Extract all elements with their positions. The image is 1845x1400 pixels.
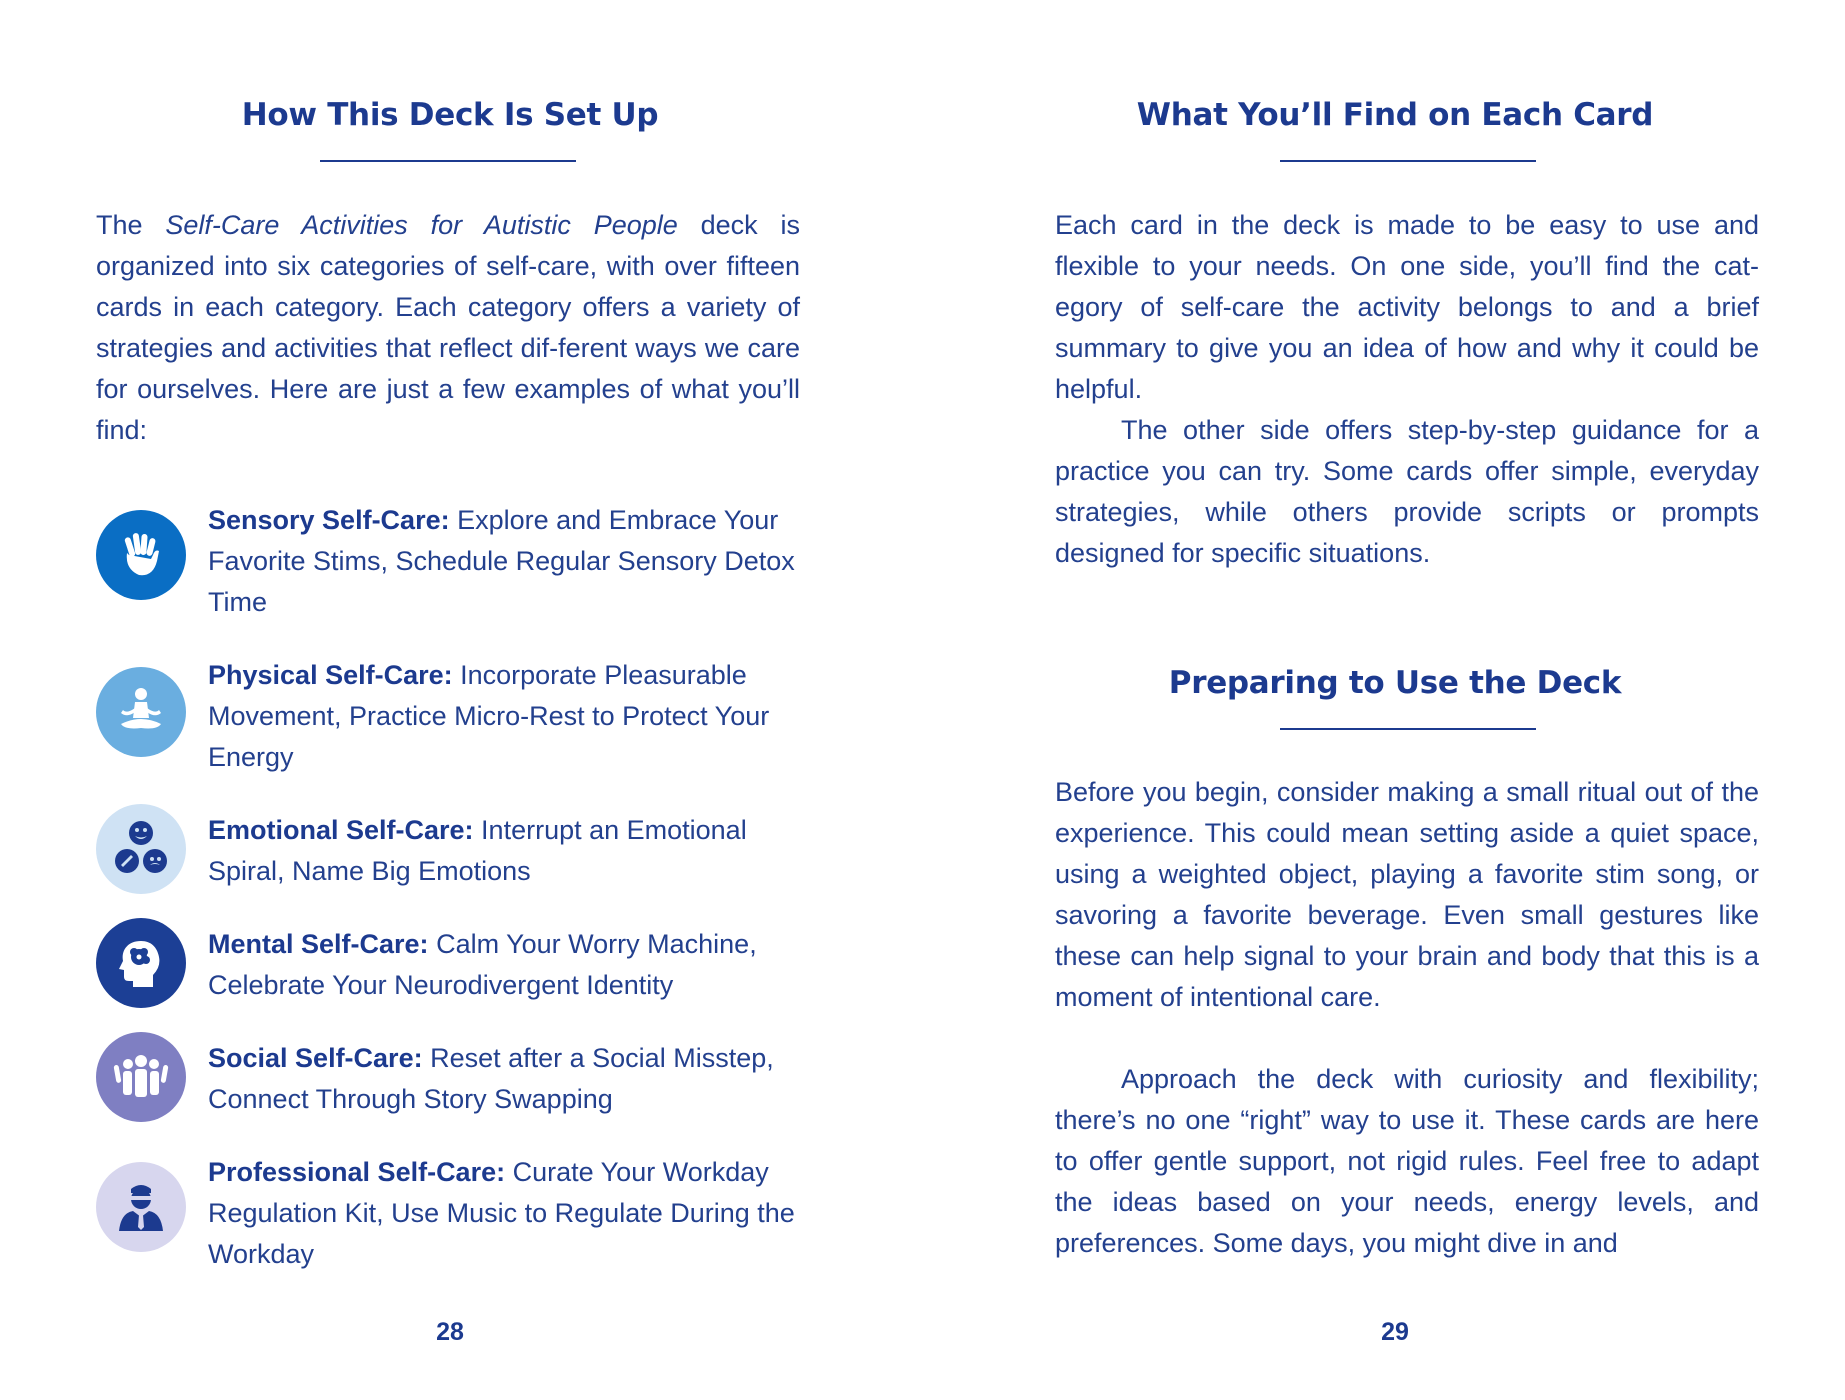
approach-paragraph: Approach the deck with curiosity and flexibility; there’s no one “right” way to use it. These cards are here to offer gentle support, not rigid rules. Feel free to adapt the ideas based on your needs, energy levels, and preferences. Some days, you might dive in and — [1055, 1064, 1759, 1258]
category-mental-text — [208, 924, 800, 1006]
professional-person-icon — [96, 1162, 186, 1252]
page-number-left: 28 — [436, 1318, 464, 1346]
category-sensory-text — [208, 500, 800, 623]
category-mental-examples: Calm Your Worry Machine, Celebrate Your Neurodivergent Identity — [208, 929, 757, 1000]
category-social — [96, 1038, 800, 1130]
intro-paragraph — [96, 205, 800, 451]
heading-preparing: Preparing to Use the Deck — [1168, 665, 1622, 701]
card-description-paragraph: Each card in the deck is made to be easy to use and flexible to your needs. On one side, you’ll find the cat-egory of self-care the activity belongs to and a brief summary to give you an idea of how and why it could be helpful. — [1055, 210, 1759, 404]
category-physical — [96, 655, 800, 772]
right-heading2-rule — [1280, 728, 1536, 730]
left-page — [0, 0, 900, 1400]
category-emotional-examples: Interrupt an Emotional Spiral, Name Big Emotions — [208, 815, 747, 886]
category-professional-text — [208, 1152, 800, 1275]
category-emotional-text — [208, 810, 800, 892]
right-heading1-rule — [1280, 160, 1536, 162]
left-heading-rule — [320, 160, 576, 162]
category-emotional-name: Emotional Self-Care: — [208, 815, 474, 845]
right-page — [945, 0, 1845, 1400]
card-other-side-paragraph: The other side offers step-by-step guidance for a practice you can try. Some cards offer simple, everyday strategies, while others provide scripts or prompts designed for specific situations. — [1055, 415, 1759, 568]
hand-icon — [96, 510, 186, 600]
category-physical-examples: Incorporate Pleasurable Movement, Practice Micro-Rest to Protect Your Energy — [208, 660, 770, 772]
group-people-icon — [96, 1032, 186, 1122]
deck-title: Self-Care Activities for Autistic People — [165, 210, 678, 240]
category-social-name: Social Self-Care: — [208, 1043, 423, 1073]
category-professional-name: Professional Self-Care: — [208, 1157, 506, 1187]
left-heading: How This Deck Is Set Up — [241, 97, 659, 133]
intro-prefix: The — [96, 210, 166, 240]
emotions-faces-icon — [96, 804, 186, 894]
category-physical-text — [208, 655, 800, 778]
intro-suffix: deck is organized into six categories of self-care, with over fifteen cards in each category. Each category offers a variety of strategies and activities that reflect dif-ferent ways we care for ourselves. Here are just a few examples of what you’ll find: — [96, 210, 801, 445]
ritual-paragraph: Before you begin, consider making a small ritual out of the experience. This could mean setting aside a quiet space, using a weighted object, playing a favorite stim song, or savoring a favorite beverage. Even small gestures like these can help signal to your brain and body that this is a moment of intentional care. — [1055, 777, 1759, 1012]
category-professional-examples: Curate Your Workday Regulation Kit, Use Music to Regulate During the Workday — [208, 1157, 795, 1269]
page-number-right: 29 — [1381, 1318, 1409, 1346]
category-physical-name: Physical Self-Care: — [208, 660, 453, 690]
category-mental — [96, 924, 800, 1016]
category-social-examples: Reset after a Social Misstep, Connect Through Story Swapping — [208, 1043, 774, 1114]
category-sensory-name: Sensory Self-Care: — [208, 505, 450, 535]
category-mental-name: Mental Self-Care: — [208, 929, 429, 959]
category-social-text — [208, 1038, 800, 1120]
category-sensory-examples: Explore and Embrace Your Favorite Stims, Schedule Regular Sensory Detox Time — [208, 505, 795, 617]
category-sensory — [96, 500, 800, 617]
head-brain-icon — [96, 918, 186, 1008]
category-professional — [96, 1152, 800, 1269]
category-emotional — [96, 810, 800, 902]
meditation-icon — [96, 667, 186, 757]
heading-what-youll-find: What You’ll Find on Each Card — [1136, 97, 1654, 133]
